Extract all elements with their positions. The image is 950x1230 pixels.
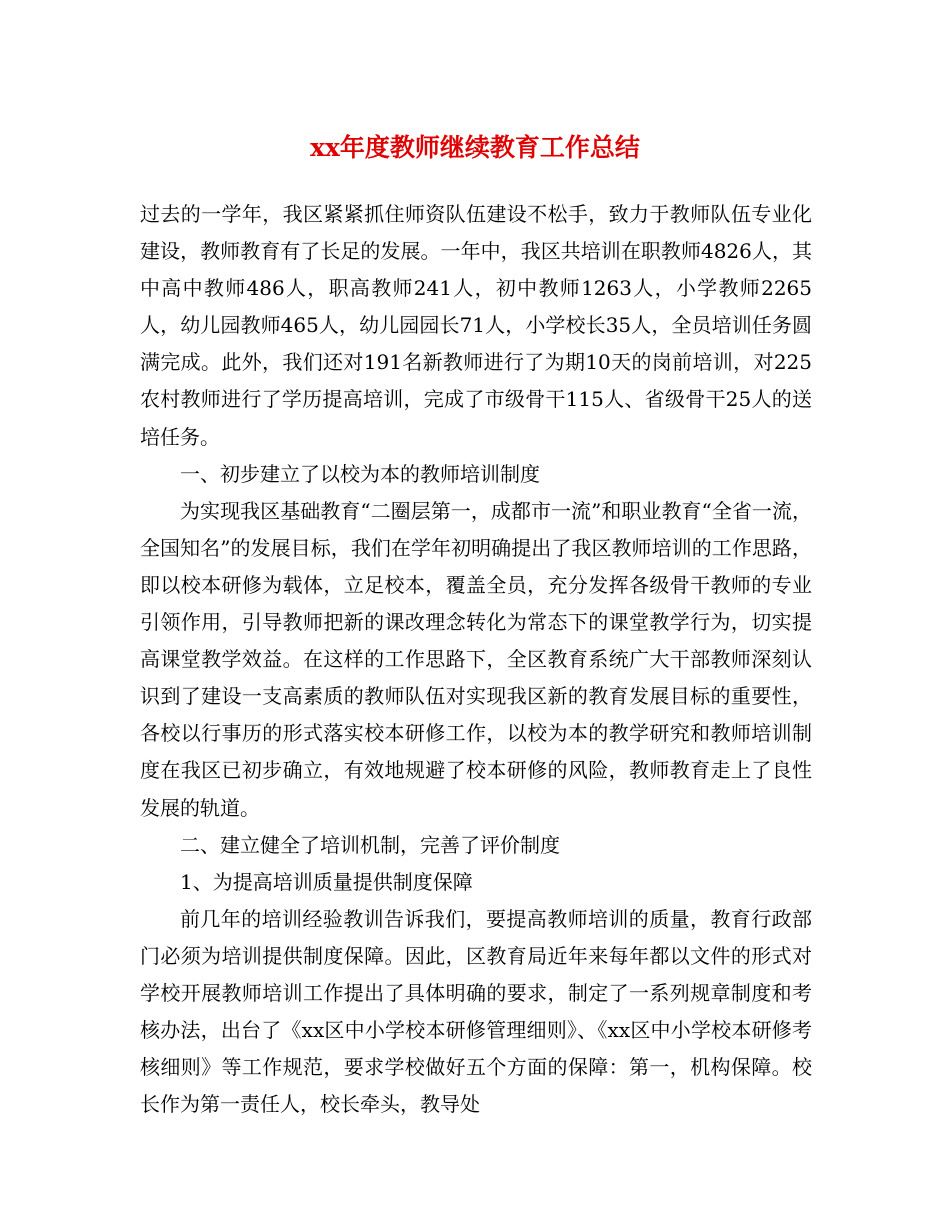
document-title: xx年度教师继续教育工作总结 <box>310 133 640 162</box>
paragraph-intro: 过去的一学年，我区紧紧抓住师资队伍建设不松手，致力于教师队伍专业化建设，教师教育有了长足的发展。一年中，我区共培训在职教师4826人，其中高中教师486人，职高教师241人，初中教师1263人，小学教师2265人，幼儿园教师465人，幼儿园园长71人，小学校长35人，全员培训任务圆满完成。此外，我们还对191名新教师进行了为期10天的岗前培训，对225农村教师进行了学历提高培训，完成了市级骨干115人、省级骨干25人的送培任务。 <box>140 202 812 449</box>
document-body <box>140 196 812 1123</box>
section-heading-2: 二、建立健全了培训机制，完善了评价制度 <box>180 832 560 857</box>
subsection-heading-1: 1、为提高培训质量提供制度保障 <box>180 869 473 894</box>
paragraph-section-1: 为实现我区基础教育“二圈层第一，成都市一流”和职业教育“全省一流，全国知名”的发展目标，我们在学年初明确提出了我区教师培训的工作思路，即以校本研修为载体，立足校本，覆盖全员，充分发挥各级骨干教师的专业引领作用，引导教师把新的课改理念转化为常态下的课堂教学行为，切实提高课堂教学效益。在这样的工作思路下，全区教育系统广大干部教师深刻认识到了建设一支高素质的教师队伍对实现我区新的教育发展目标的重要性，各校以行事历的形式落实校本研修工作，以校为本的教学研究和教师培训制度在我区已初步确立，有效地规避了校本研修的风险，教师教育走上了良性发展的轨道。 <box>140 498 812 820</box>
section-heading-1: 一、初步建立了以校为本的教师培训制度 <box>180 461 540 486</box>
paragraph-subsection-1: 前几年的培训经验教训告诉我们，要提高教师培训的质量，教育行政部门必须为培训提供制度保障。因此，区教育局近年来每年都以文件的形式对学校开展教师培训工作提出了具体明确的要求，制定了一系列规章制度和考核办法，出台了《xx区中小学校本研修管理细则》、《xx区中小学校本研修考核细则》等工作规范，要求学校做好五个方面的保障：第一，机构保障。校长作为第一责任人，校长牵头，教导处 <box>140 906 812 1117</box>
